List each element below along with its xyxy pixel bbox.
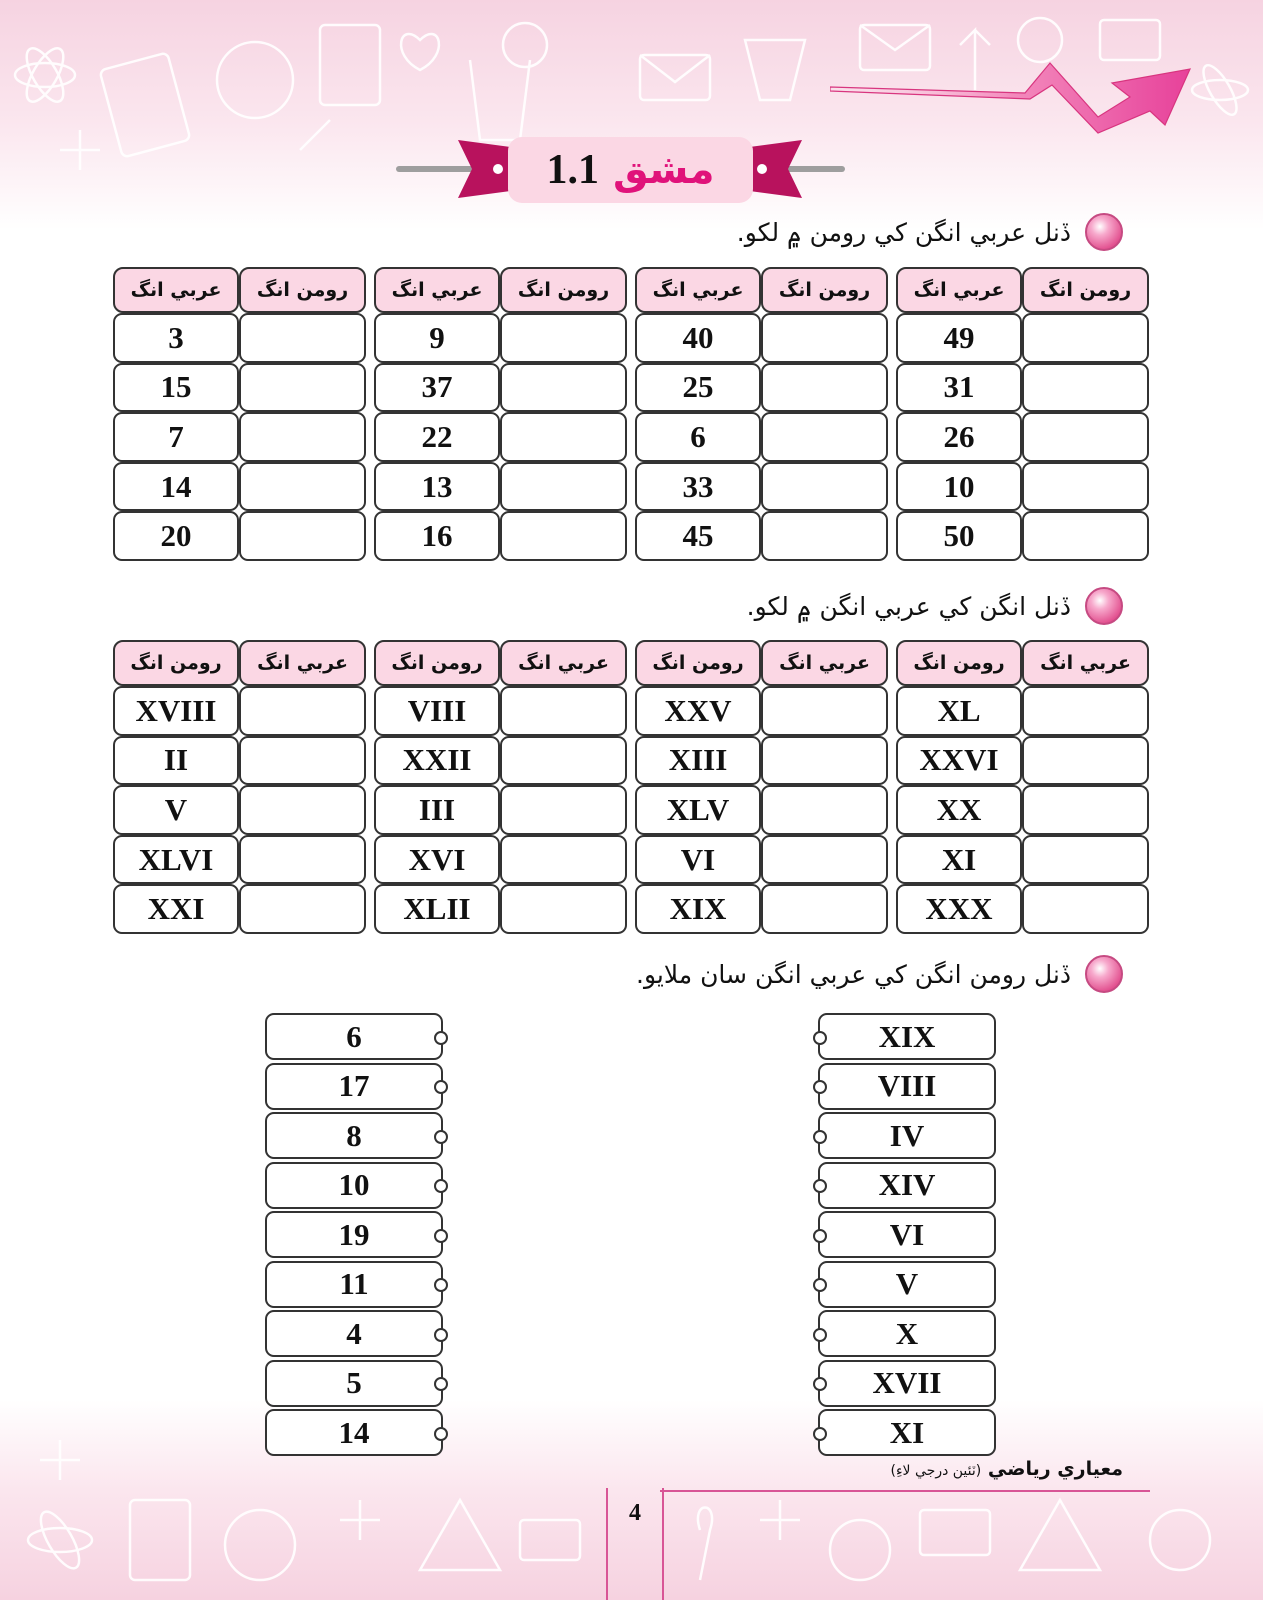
header-arabic: عربي انگ [761, 640, 888, 686]
roman-answer-cell[interactable] [761, 313, 888, 363]
header-roman: رومن انگ [113, 640, 239, 686]
roman-value-cell: XXX [896, 884, 1022, 934]
instruction-3 [636, 955, 1123, 993]
header-arabic: عربي انگ [1022, 640, 1149, 686]
match-roman-box [818, 1409, 996, 1456]
header-roman: رومن انگ [896, 640, 1022, 686]
match-arabic-box [265, 1310, 443, 1357]
arabic-answer-cell[interactable] [239, 736, 366, 786]
bullet-icon [1085, 955, 1123, 993]
connector-dot[interactable] [813, 1278, 827, 1292]
connector-dot[interactable] [813, 1427, 827, 1441]
arabic-value-cell: 50 [896, 511, 1022, 561]
roman-answer-cell[interactable] [500, 511, 627, 561]
roman-to-arabic-tables [113, 640, 1148, 934]
match-roman-box [818, 1162, 996, 1209]
connector-dot[interactable] [434, 1427, 448, 1441]
roman-answer-cell[interactable] [239, 363, 366, 413]
connector-dot[interactable] [434, 1179, 448, 1193]
match-arabic-value: 4 [346, 1315, 362, 1351]
arabic-value-cell: 31 [896, 363, 1022, 413]
header-roman: رومن انگ [374, 640, 500, 686]
roman-value-cell: V [113, 785, 239, 835]
roman-value-cell: VIII [374, 686, 500, 736]
roman-value-cell: XLII [374, 884, 500, 934]
arabic-answer-cell[interactable] [500, 736, 627, 786]
arabic-answer-cell[interactable] [1022, 835, 1149, 885]
arabic-answer-cell[interactable] [761, 884, 888, 934]
arabic-value-cell: 33 [635, 462, 761, 512]
match-roman-value: VIII [877, 1068, 937, 1103]
instruction-1-text: ڏنل عربي انگن کي رومن ۾ لکو. [736, 217, 1071, 247]
match-roman-value: XVII [872, 1365, 942, 1400]
roman-answer-cell[interactable] [1022, 313, 1149, 363]
match-arabic-value: 5 [346, 1365, 362, 1400]
arabic-answer-cell[interactable] [761, 736, 888, 786]
footer-rule [660, 1490, 1150, 1492]
roman-value-cell: XVIII [113, 686, 239, 736]
match-roman-value: IV [889, 1117, 925, 1153]
arabic-value-cell: 15 [113, 363, 239, 413]
arabic-value-cell: 6 [635, 412, 761, 462]
match-arabic-column [265, 1013, 443, 1459]
match-arabic-value: 17 [338, 1068, 370, 1103]
roman-value-cell: XXVI [896, 736, 1022, 786]
arabic-value-cell: 49 [896, 313, 1022, 363]
arabic-value-cell: 37 [374, 363, 500, 413]
arabic-value-cell: 10 [896, 462, 1022, 512]
arabic-to-roman-tables [113, 267, 1148, 561]
match-arabic-box [265, 1261, 443, 1308]
match-roman-box [818, 1310, 996, 1357]
arabic-answer-cell[interactable] [1022, 785, 1149, 835]
match-arabic-box [265, 1409, 443, 1456]
connector-dot[interactable] [813, 1179, 827, 1193]
arabic-answer-cell[interactable] [239, 835, 366, 885]
header-arabic: عربي انگ [635, 267, 761, 313]
roman-value-cell: XLVI [113, 835, 239, 885]
roman-answer-cell[interactable] [1022, 363, 1149, 413]
roman-answer-cell[interactable] [239, 511, 366, 561]
arabic-value-cell: 3 [113, 313, 239, 363]
header-arabic: عربي انگ [500, 640, 627, 686]
match-arabic-value: 19 [338, 1216, 370, 1252]
exercise-number: 1.1 [546, 147, 599, 193]
roman-arabic-table [374, 640, 627, 934]
match-roman-value: VI [889, 1216, 925, 1252]
arabic-value-cell: 13 [374, 462, 500, 512]
roman-answer-cell[interactable] [500, 462, 627, 512]
arabic-answer-cell[interactable] [761, 686, 888, 736]
bullet-icon [1085, 587, 1123, 625]
arabic-value-cell: 26 [896, 412, 1022, 462]
match-roman-box [818, 1112, 996, 1159]
exercise-label: مشق [612, 147, 715, 193]
match-arabic-value: 6 [346, 1018, 362, 1054]
header-arabic: عربي انگ [896, 267, 1022, 313]
roman-answer-cell[interactable] [500, 363, 627, 413]
arabic-answer-cell[interactable] [500, 884, 627, 934]
arabic-answer-cell[interactable] [1022, 686, 1149, 736]
connector-dot[interactable] [813, 1080, 827, 1094]
connector-dot[interactable] [813, 1377, 827, 1391]
roman-value-cell: XX [896, 785, 1022, 835]
bullet-icon [1085, 213, 1123, 251]
connector-dot[interactable] [434, 1080, 448, 1094]
header-roman: رومن انگ [761, 267, 888, 313]
roman-value-cell: XI [896, 835, 1022, 885]
connector-dot[interactable] [813, 1328, 827, 1342]
roman-value-cell: XXII [374, 736, 500, 786]
match-roman-box [818, 1360, 996, 1407]
footer-book-title [891, 1458, 1123, 1480]
arabic-answer-cell[interactable] [1022, 884, 1149, 934]
arabic-value-cell: 7 [113, 412, 239, 462]
arabic-value-cell: 16 [374, 511, 500, 561]
match-roman-box [818, 1013, 996, 1060]
roman-answer-cell[interactable] [761, 363, 888, 413]
header-arabic: عربي انگ [113, 267, 239, 313]
arabic-answer-cell[interactable] [239, 785, 366, 835]
match-arabic-value: 10 [338, 1167, 370, 1202]
roman-value-cell: XXV [635, 686, 761, 736]
roman-value-cell: XIX [635, 884, 761, 934]
arabic-answer-cell[interactable] [500, 686, 627, 736]
roman-arabic-table [896, 640, 1149, 934]
roman-answer-cell[interactable] [1022, 412, 1149, 462]
match-roman-box [818, 1063, 996, 1110]
match-arabic-box [265, 1360, 443, 1407]
arabic-value-cell: 14 [113, 462, 239, 512]
arabic-value-cell: 22 [374, 412, 500, 462]
match-arabic-box [265, 1112, 443, 1159]
header-roman: رومن انگ [1022, 267, 1149, 313]
arabic-answer-cell[interactable] [761, 785, 888, 835]
roman-value-cell: XL [896, 686, 1022, 736]
match-arabic-box [265, 1162, 443, 1209]
match-roman-box [818, 1261, 996, 1308]
connector-dot[interactable] [434, 1130, 448, 1144]
roman-answer-cell[interactable] [239, 462, 366, 512]
roman-answer-cell[interactable] [500, 412, 627, 462]
roman-answer-cell[interactable] [500, 313, 627, 363]
roman-answer-cell[interactable] [239, 313, 366, 363]
arabic-roman-table [113, 267, 366, 561]
connector-dot[interactable] [434, 1229, 448, 1243]
header-arabic: عربي انگ [239, 640, 366, 686]
book-title: معياري رياضي [987, 1458, 1123, 1480]
connector-dot[interactable] [434, 1278, 448, 1292]
arabic-value-cell: 40 [635, 313, 761, 363]
roman-value-cell: XVI [374, 835, 500, 885]
roman-answer-cell[interactable] [1022, 462, 1149, 512]
arabic-answer-cell[interactable] [500, 785, 627, 835]
match-roman-value: V [895, 1266, 919, 1301]
connector-dot[interactable] [813, 1130, 827, 1144]
arabic-roman-table [896, 267, 1149, 561]
arabic-answer-cell[interactable] [239, 884, 366, 934]
roman-value-cell: XXI [113, 884, 239, 934]
arabic-answer-cell[interactable] [761, 835, 888, 885]
grade-label: (ٽئين درجي لاءِ) [890, 1463, 982, 1479]
instruction-1 [737, 213, 1123, 251]
instruction-2-text: ڏنل انگن کي عربي انگن ۾ لکو. [746, 591, 1071, 621]
roman-answer-cell[interactable] [761, 511, 888, 561]
page-number-box [606, 1488, 664, 1600]
roman-value-cell: III [374, 785, 500, 835]
match-arabic-value: 11 [339, 1266, 369, 1301]
connector-dot[interactable] [434, 1031, 448, 1045]
match-roman-column [818, 1013, 996, 1459]
arabic-answer-cell[interactable] [500, 835, 627, 885]
match-arabic-box [265, 1013, 443, 1060]
match-roman-value: X [895, 1315, 919, 1351]
instruction-2 [747, 587, 1123, 625]
arabic-answer-cell[interactable] [239, 686, 366, 736]
connector-dot[interactable] [813, 1031, 827, 1045]
roman-value-cell: XLV [635, 785, 761, 835]
roman-answer-cell[interactable] [761, 412, 888, 462]
arabic-value-cell: 25 [635, 363, 761, 413]
match-arabic-value: 14 [338, 1414, 370, 1450]
decorative-arrow-icon [830, 55, 1230, 145]
arabic-value-cell: 45 [635, 511, 761, 561]
match-arabic-box [265, 1211, 443, 1258]
page-number: 4 [629, 1500, 641, 1526]
match-roman-box [818, 1211, 996, 1258]
header-roman: رومن انگ [635, 640, 761, 686]
roman-value-cell: VI [635, 835, 761, 885]
arabic-value-cell: 9 [374, 313, 500, 363]
header-roman: رومن انگ [500, 267, 627, 313]
roman-answer-cell[interactable] [1022, 511, 1149, 561]
roman-answer-cell[interactable] [761, 462, 888, 512]
roman-arabic-table [635, 640, 888, 934]
match-arabic-value: 8 [346, 1117, 362, 1153]
exercise-title [508, 137, 753, 203]
match-roman-value: XIX [878, 1018, 936, 1054]
arabic-answer-cell[interactable] [1022, 736, 1149, 786]
match-roman-value: XIV [878, 1167, 936, 1202]
match-arabic-box [265, 1063, 443, 1110]
arabic-roman-table [635, 267, 888, 561]
connector-dot[interactable] [434, 1328, 448, 1342]
connector-dot[interactable] [813, 1229, 827, 1243]
arabic-value-cell: 20 [113, 511, 239, 561]
arabic-roman-table [374, 267, 627, 561]
header-arabic: عربي انگ [374, 267, 500, 313]
roman-value-cell: II [113, 736, 239, 786]
roman-arabic-table [113, 640, 366, 934]
header-roman: رومن انگ [239, 267, 366, 313]
instruction-3-text: ڏنل رومن انگن کي عربي انگن سان ملايو. [636, 959, 1071, 989]
roman-answer-cell[interactable] [239, 412, 366, 462]
connector-dot[interactable] [434, 1377, 448, 1391]
roman-value-cell: XIII [635, 736, 761, 786]
match-roman-value: XI [889, 1414, 925, 1450]
